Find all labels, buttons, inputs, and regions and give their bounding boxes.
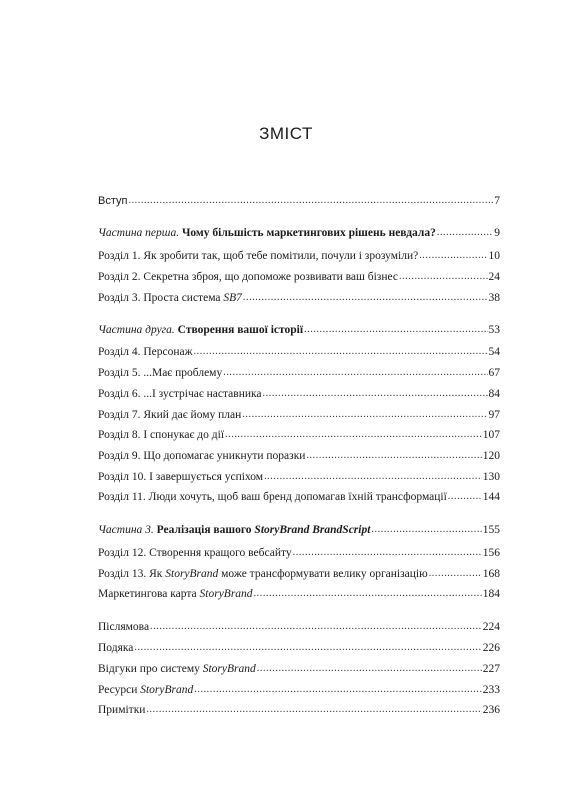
page-title: ЗМІСТ bbox=[259, 124, 313, 143]
toc-chapter-9[interactable] bbox=[98, 447, 500, 463]
toc-page: 67 bbox=[488, 367, 500, 379]
part-name: Частина друга. bbox=[98, 324, 175, 336]
toc-notes[interactable] bbox=[98, 701, 500, 717]
toc-chapter-11[interactable] bbox=[98, 488, 500, 504]
toc-chapter-8[interactable] bbox=[98, 426, 500, 442]
toc-label bbox=[98, 323, 303, 337]
toc-label-italic: StoryBrand bbox=[140, 684, 194, 696]
toc-leader bbox=[134, 641, 481, 655]
toc-chapter-2[interactable] bbox=[98, 268, 500, 284]
part-name: Частина 3. bbox=[98, 524, 154, 536]
toc-chapter-1[interactable] bbox=[98, 247, 500, 263]
toc-page: 107 bbox=[482, 429, 500, 441]
toc-leader bbox=[257, 662, 482, 676]
toc-part-3[interactable] bbox=[98, 521, 500, 537]
toc-label-italic: StoryBrand bbox=[202, 663, 256, 675]
toc-label: Примітки bbox=[98, 704, 146, 716]
toc-leader bbox=[429, 567, 482, 581]
toc-page: 54 bbox=[488, 346, 500, 358]
toc-leader bbox=[304, 323, 487, 337]
toc-afterword[interactable] bbox=[98, 618, 500, 634]
toc-page: 53 bbox=[488, 324, 500, 336]
toc-leader bbox=[146, 703, 481, 717]
toc-page: 120 bbox=[482, 450, 500, 462]
toc-marketing-map[interactable] bbox=[98, 585, 500, 601]
toc-resources[interactable] bbox=[98, 681, 500, 697]
toc-label: Вступ bbox=[98, 195, 128, 207]
toc-leader bbox=[306, 449, 481, 463]
toc-part-2[interactable] bbox=[98, 321, 500, 337]
toc-page: 38 bbox=[488, 292, 500, 304]
toc-page: 236 bbox=[482, 704, 500, 716]
toc-label: Розділ 12. Створення кращого вебсайту bbox=[98, 547, 292, 559]
toc-leader bbox=[419, 249, 487, 263]
toc-label: Розділ 6. ...І зустрічає наставника bbox=[98, 388, 262, 400]
toc-entry-intro[interactable] bbox=[98, 192, 500, 208]
toc-label-text: Маркетингова карта bbox=[98, 588, 197, 600]
toc-label bbox=[98, 226, 436, 240]
toc-chapter-3[interactable] bbox=[98, 289, 500, 305]
toc-label-italic: StoryBrand bbox=[199, 588, 253, 600]
toc-label: Розділ 5. ...Має проблему bbox=[98, 367, 223, 379]
toc-label bbox=[98, 587, 253, 601]
toc-label-text: Розділ 3. Проста система bbox=[98, 292, 221, 304]
toc-label bbox=[98, 662, 256, 676]
toc-page: 9 bbox=[494, 227, 500, 239]
toc-label-text: Відгуки про систему bbox=[98, 663, 200, 675]
toc-leader bbox=[150, 620, 482, 634]
toc-leader bbox=[254, 587, 482, 601]
toc-page: 233 bbox=[482, 684, 500, 696]
part-title: Створення вашої історії bbox=[177, 324, 304, 336]
toc-label-italic: StoryBrand bbox=[165, 568, 219, 580]
toc-label bbox=[98, 523, 370, 537]
toc-leader bbox=[399, 270, 488, 284]
toc-chapter-6[interactable] bbox=[98, 385, 500, 401]
toc-page: 84 bbox=[488, 388, 500, 400]
toc-label bbox=[98, 683, 193, 697]
toc-page: 10 bbox=[488, 250, 500, 262]
toc-leader bbox=[194, 683, 481, 697]
toc-label-after: може трансформувати велику організацію bbox=[221, 568, 428, 580]
toc-page: 226 bbox=[482, 642, 500, 654]
toc-label: Розділ 7. Який дає йому план bbox=[98, 409, 242, 421]
toc-label: Розділ 11. Люди хочуть, щоб ваш бренд допомагав їхній трансформації bbox=[98, 491, 447, 503]
toc-page: 227 bbox=[482, 663, 500, 675]
toc-chapter-10[interactable] bbox=[98, 468, 500, 484]
toc-label-text: Розділ 13. Як bbox=[98, 568, 163, 580]
toc-leader bbox=[225, 428, 482, 442]
toc-page: 144 bbox=[482, 491, 500, 503]
toc-label: Розділ 1. Як зробити так, щоб тебе помітили, почули і зрозуміли? bbox=[98, 250, 419, 262]
toc-chapter-4[interactable] bbox=[98, 343, 500, 359]
toc-page: 155 bbox=[482, 524, 500, 536]
toc-leader bbox=[242, 408, 487, 422]
toc-leader bbox=[194, 345, 488, 359]
toc-page: 24 bbox=[488, 271, 500, 283]
part-title: Реалізація вашого bbox=[156, 524, 252, 536]
toc-leader bbox=[371, 523, 481, 537]
toc-acknowledgments[interactable] bbox=[98, 639, 500, 655]
toc-reviews[interactable] bbox=[98, 660, 500, 676]
toc-label bbox=[98, 567, 428, 581]
toc-label: Розділ 4. Персонаж bbox=[98, 346, 193, 358]
toc-leader bbox=[437, 226, 493, 240]
toc-label bbox=[98, 291, 242, 305]
toc-leader bbox=[448, 490, 482, 504]
toc-part-1[interactable] bbox=[98, 224, 500, 240]
toc-chapter-5[interactable] bbox=[98, 364, 500, 380]
toc-label: Розділ 9. Що допомагає уникнути поразки bbox=[98, 450, 306, 462]
toc-label: Післямова bbox=[98, 621, 150, 633]
toc-leader bbox=[263, 387, 488, 401]
toc-label: Розділ 10. І завершується успіхом bbox=[98, 471, 264, 483]
toc-chapter-13[interactable] bbox=[98, 565, 500, 581]
toc-page: 184 bbox=[482, 588, 500, 600]
toc-label: Розділ 2. Секретна зброя, що допоможе розвивати ваш бізнес bbox=[98, 271, 398, 283]
toc-leader bbox=[243, 291, 488, 305]
toc-page: 7 bbox=[494, 195, 500, 207]
part-title-italic: StoryBrand BrandScript bbox=[254, 524, 371, 536]
toc-page: 130 bbox=[482, 471, 500, 483]
toc-page: 224 bbox=[482, 621, 500, 633]
toc-chapter-12[interactable] bbox=[98, 544, 500, 560]
toc-leader bbox=[293, 546, 482, 560]
toc-label-text: Ресурси bbox=[98, 684, 138, 696]
toc-page: 156 bbox=[482, 547, 500, 559]
toc-page: 168 bbox=[482, 568, 500, 580]
toc-label: Подяка bbox=[98, 642, 134, 654]
part-name: Частина перша. bbox=[98, 227, 180, 239]
toc-label: Розділ 8. І спонукає до дії bbox=[98, 429, 225, 441]
toc-page: 97 bbox=[488, 409, 500, 421]
toc-leader bbox=[223, 366, 487, 380]
toc-chapter-7[interactable] bbox=[98, 406, 500, 422]
toc-leader bbox=[264, 470, 482, 484]
toc-label-italic: SB7 bbox=[223, 292, 242, 304]
toc-leader bbox=[128, 194, 493, 208]
part-title: Чому більшість маркетингових рішень невдала? bbox=[181, 227, 436, 239]
